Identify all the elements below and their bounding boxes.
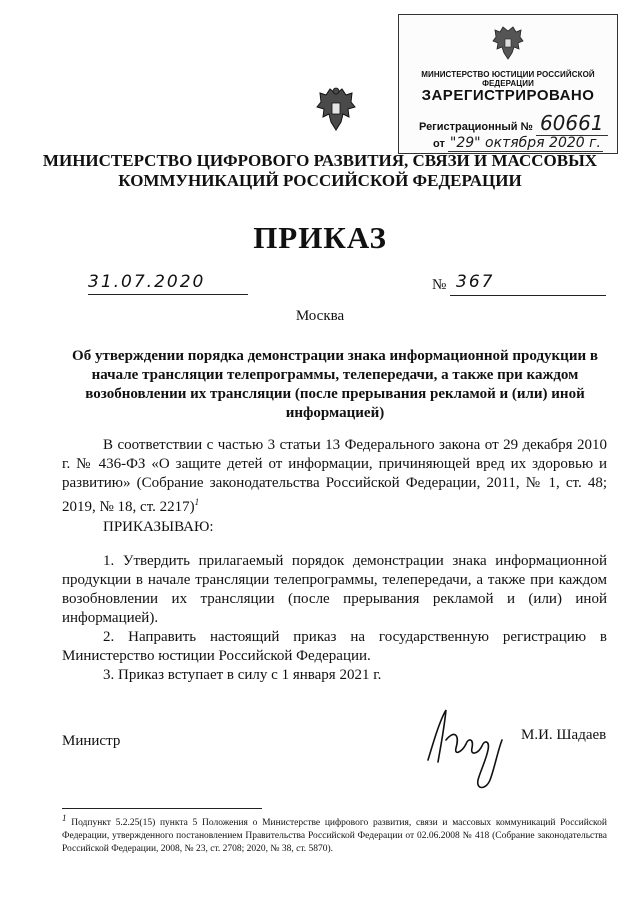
stamp-reg-number: 60661 xyxy=(536,111,608,136)
stamp-date-row xyxy=(433,135,603,151)
preamble-text: В соответствии с частью 3 статьи 13 Федерального закона от 29 декабря 2010 г. № 436-ФЗ «О защите детей от информации, причиняющей вред их здоровью и развитию» (Собрание законодательства Российской Федерации, 2011, № 1, ст. 48; 2019, № 18, ст. 2217) xyxy=(62,437,607,515)
footnote-reference: 1 xyxy=(194,497,200,507)
coat-of-arms-icon xyxy=(316,86,356,136)
item-3: 3. Приказ вступает в силу с 1 января 2021 г. xyxy=(103,667,382,683)
stamp-ministry: МИНИСТЕРСТВО ЮСТИЦИИ РОССИЙСКОЙ ФЕДЕРАЦИИ xyxy=(421,70,595,88)
city: Москва xyxy=(295,308,345,324)
stamp-date-value: "29" октября 2020 г. xyxy=(449,135,601,151)
stamp-date-label: от xyxy=(433,138,445,150)
order-directive: ПРИКАЗЫВАЮ: xyxy=(103,519,214,535)
document-title: ПРИКАЗ xyxy=(253,220,387,255)
stamp-registered: ЗАРЕГИСТРИРОВАНО xyxy=(421,87,595,104)
footnote xyxy=(62,812,607,856)
number-label: № xyxy=(432,277,447,293)
double-headed-eagle-icon xyxy=(491,25,525,63)
signatory-title: Министр xyxy=(62,733,121,749)
ministry-name xyxy=(0,151,640,191)
date-underline xyxy=(88,294,248,295)
item-1: 1. Утвердить прилагаемый порядок демонстрации знака информационной продукции в начале трансляции телепрограммы, телепередачи, а также при каждом возобновлении их трансляции (после прерывания рекламой и (или) иной информацией). xyxy=(62,553,607,626)
item-2: 2. Направить настоящий приказ на государственную регистрацию в Министерство юстиции Российской Федерации. xyxy=(62,629,607,664)
signatory-name: М.И. Шадаев xyxy=(521,727,607,743)
stamp-registration-row xyxy=(419,111,608,135)
order-subject: Об утверждении порядка демонстрации знака информационной продукции в начале трансляции телепрограммы, телепередачи, а также при каждом возобновлении их трансляции (после прерывания рекламой и (или) иной информацией) xyxy=(72,348,598,421)
stamp-reg-label: Регистрационный № xyxy=(419,121,533,133)
ministry-line-1: МИНИСТЕРСТВО ЦИФРОВОГО РАЗВИТИЯ, СВЯЗИ И МАССОВЫХ xyxy=(42,151,598,170)
footnote-mark: 1 xyxy=(62,813,67,823)
ministry-line-2: КОММУНИКАЦИЙ РОССИЙСКОЙ ФЕДЕРАЦИИ xyxy=(118,171,522,190)
footnote-divider xyxy=(62,808,262,809)
footnote-text: Подпункт 5.2.25(15) пункта 5 Положения о Министерстве цифрового развития, связи и массовых коммуникаций Российской Федерации, утвержденного постановлением Правительства Российской Федерации от 02.06.2008 № 418 (Собрание законодательства Российской Федерации, 2008, № 23, ст. 2708; 2020, № 38, ст. 5870). xyxy=(62,818,608,855)
handwritten-signature xyxy=(420,700,520,795)
registration-stamp xyxy=(398,14,618,154)
number-underline xyxy=(450,295,606,296)
order-number: 367 xyxy=(456,272,495,292)
preamble-paragraph xyxy=(62,436,607,517)
order-date: 31.07.2020 xyxy=(88,272,206,292)
